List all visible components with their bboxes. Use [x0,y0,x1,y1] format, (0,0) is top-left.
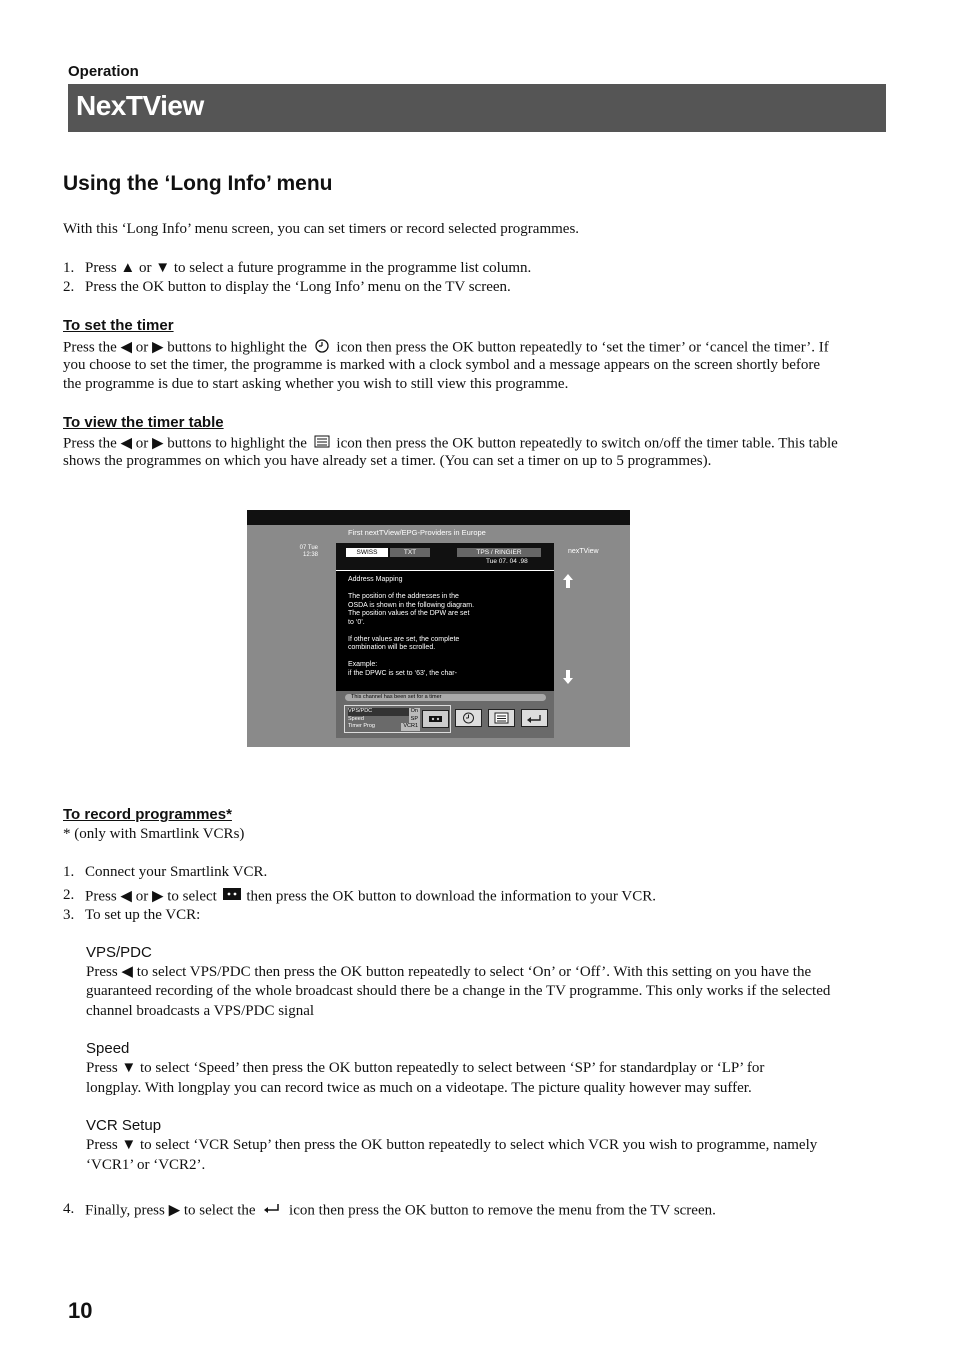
tab-provider: TPS / RINGIER [457,548,541,557]
vcr-settings-box [344,705,451,733]
screen-text-line: If other values are set, the complete [348,635,460,643]
title-bar [68,84,886,132]
vcr-setting-label: VPS/PDC [348,708,373,714]
page-number: 10 [68,1298,93,1323]
vps-line: guaranteed recording of the whole broadcast should there be a change in the TV programme. This only works if the selected [86,983,831,999]
vcr-setting-row[interactable] [348,716,420,724]
vcr-setting-value: On [410,708,418,714]
list-item: 4. Finally, press ▶ to select the icon then press the OK button to remove the menu from the TV screen. [63,1200,863,1220]
set-timer-line: the programme is due to start asking whether you wish to still view this programme. [63,376,569,392]
speed-heading: Speed [86,1040,130,1057]
screen-text-line: OSDA is shown in the following diagram. [348,601,475,609]
screen-status: This channel has been set for a timer [351,694,442,700]
tab-txt: TXT [390,548,430,557]
tab-swiss: SWISS [346,548,388,557]
record-note: * (only with Smartlink VCRs) [63,826,245,842]
return-button[interactable] [521,709,548,727]
set-timer-line: Press the ◀ or ▶ buttons to highlight the icon then press the OK button repeatedly to ‘set the timer’ or ‘cancel the timer’. If [63,337,829,360]
screen-text-line: Address Mapping [348,576,403,583]
section-heading: Using the ‘Long Info’ menu [63,172,333,195]
screen-tab-row [336,543,554,571]
screen-text-line: combination will be scrolled. [348,644,436,651]
vps-line: Press ◀ to select VPS/PDC then press the OK button repeatedly to select ‘On’ or ‘Off’. With this setting on you have the [86,964,812,980]
screen-text-line: The position of the addresses in the [348,593,459,600]
list-item: 1. Press ▲ or ▼ to select a future programme in the programme list column. [63,260,532,276]
section-label: Operation [68,63,139,80]
screen-text-line [348,585,474,594]
long-info-screenshot [247,510,630,747]
vcr-setting-row[interactable] [348,723,420,731]
return-icon [259,1200,285,1223]
screen-text-line: to ‘0’. [348,618,365,626]
set-timer-line: you choose to set the timer, the programme is marked with a clock symbol and a message appears on the screen shortly before [63,357,821,373]
record-heading: To record programmes* [63,806,232,823]
page-title: NexTView [76,90,204,121]
screen-text-line [348,627,474,636]
timer-table-button[interactable] [488,709,515,727]
list-item: 2. Press the OK button to display the ‘Long Info’ menu on the TV screen. [63,279,511,295]
vcr-setting-label: Timer Prog [348,723,375,729]
scroll-down-icon[interactable] [563,670,573,689]
vcr-setting-label: Speed [348,715,364,722]
scroll-up-icon[interactable] [563,574,573,593]
list-item: 1. Connect your Smartlink VCR. [63,864,268,880]
screen-text-line [348,653,474,662]
screen-text-line: The position values of the DPW are set [348,610,470,617]
screen-date: 07 Tue 12:38 [299,545,318,558]
vcr-setup-line: ‘VCR1’ or ‘VCR2’. [86,1157,206,1173]
view-timer-line: Press the ◀ or ▶ buttons to highlight the icon then press the OK button repeatedly to switch on/off the timer table. This table [63,433,838,456]
intro-text: With this ‘Long Info’ menu screen, you can set timers or record selected programmes. [63,221,580,237]
speed-line: Press ▼ to select ‘Speed’ then press the OK button repeatedly to select between ‘SP’ for standardplay or ‘LP’ for [86,1060,765,1076]
vps-line: channel broadcasts a VPS/PDC signal [86,1003,315,1019]
vcr-setting-value: SP [410,715,418,722]
view-timer-line: shows the programmes on which you have already set a timer. (You can set a timer on up to 5 programmes). [63,453,712,469]
screen-text-line: Example: [348,661,378,668]
vcr-setting-row[interactable] [348,708,420,716]
screen-top-bar [247,510,630,525]
set-timer-heading: To set the timer [63,317,174,334]
vps-heading: VPS/PDC [86,944,152,961]
screen-control-bar [336,691,554,738]
timer-clock-button[interactable] [455,709,482,727]
list-item: 3. To set up the VCR: [63,907,201,923]
vcr-setup-heading: VCR Setup [86,1117,162,1134]
screen-date-long: Tue 07. 04 .98 [486,558,528,565]
speed-line: longplay. With longplay you can record twice as much on a videotape. The picture quality however may suffer. [86,1080,752,1096]
view-timer-heading: To view the timer table [63,414,224,431]
screen-header: First nextTView/EPG-Providers in Europe [348,528,486,537]
vcr-setup-line: Press ▼ to select ‘VCR Setup’ then press the OK button repeatedly to select which VCR you wish to programme, namely [86,1137,818,1153]
screen-text-line: if the DPWC is set to ‘63’, the char- [348,669,457,677]
screen-brand: nexTView [568,548,599,555]
vcr-setting-value: VCR1 [403,723,418,729]
list-item: 2. Press ◀ or ▶ to select then press the OK button to download the information to your VCR. [63,886,863,906]
screen-info-text [336,571,554,691]
vcr-record-button[interactable] [422,710,449,728]
